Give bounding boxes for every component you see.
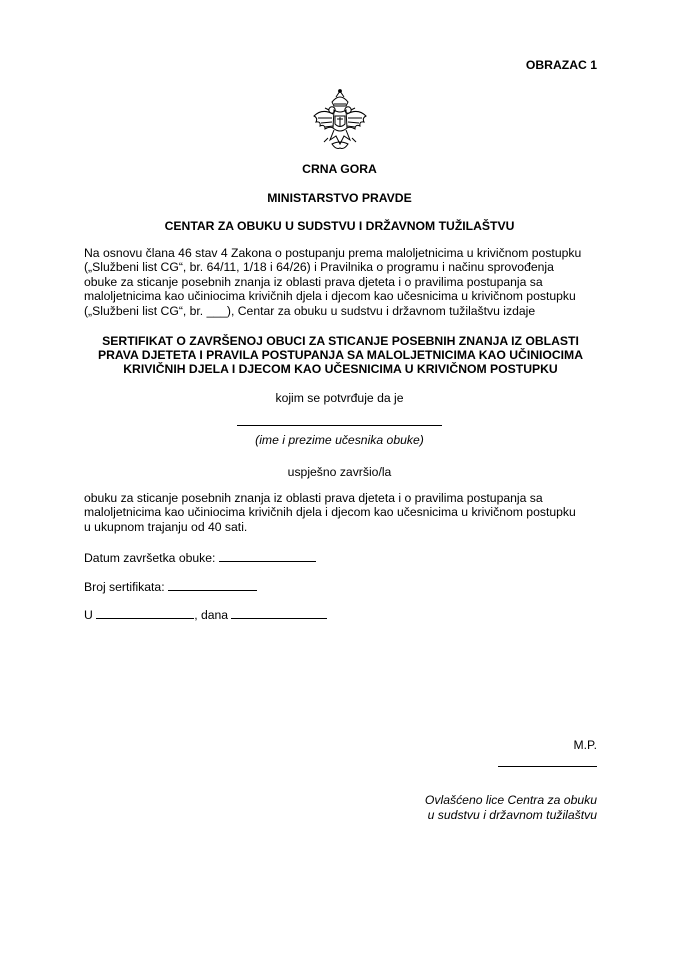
place-prefix: U [84,608,93,622]
signatory-block [425,793,597,822]
coat-of-arms-icon [310,88,370,154]
participant-name-line[interactable] [0,413,679,429]
body-line: u ukupnom trajanju od 40 sati. [84,519,248,534]
cert-number-field [84,580,257,594]
form-number-label: OBRAZAC 1 [525,58,597,72]
ministry-heading: MINISTARSTVO PRAVDE [267,191,412,205]
certificate-title-line: PRAVA DJETETA I PRAVILA POSTUPANJA SA MALOLJETNICIMA KAO UČINIOCIMA [97,348,584,363]
certificate-title [84,334,597,377]
completed-text: uspješno završio/la [287,465,392,479]
cert-number-label: Broj sertifikata: [84,580,165,594]
body-paragraph [84,491,597,534]
confirms-text: kojim se potvrđuje da je [275,391,404,405]
country-heading: CRNA GORA [302,162,377,176]
signatory-line: Ovlašćeno lice Centra za obuku [424,793,597,807]
intro-line: Na osnovu člana 46 stav 4 Zakona o postupanju prema maloljetnicima u krivičnom postupku [84,246,582,260]
end-date-blank[interactable] [219,551,316,562]
cert-number-blank[interactable] [168,580,257,591]
signatory-line: u sudstvu i državnom tužilaštvu [427,807,597,822]
date-blank[interactable] [231,608,327,619]
end-date-field [84,551,316,565]
intro-line: („Službeni list CG“, br. 64/11, 1/18 i 64/26) i Pravilnika o programu i načinu sprovođenja [84,260,554,275]
body-line: obuku za sticanje posebnih znanja iz oblasti prava djeteta i o pravilima postupanja sa [84,491,543,505]
stamp-label: M.P. [573,738,597,752]
date-label: , dana [194,608,229,622]
signature-line[interactable] [498,766,597,767]
intro-paragraph [84,246,597,318]
certificate-title-line: KRIVIČNIH DJELA I DJECOM KAO UČESNICIMA U KRIVIČNOM POSTUPKU [123,362,558,377]
place-date-field [84,608,327,622]
body-line: maloljetnicima kao učiniocima krivičnih djela i djecom kao učesnicima u krivičnom postupku [84,505,576,520]
place-blank[interactable] [96,608,194,619]
certificate-title-line: SERTIFIKAT O ZAVRŠENOJ OBUCI ZA STICANJE POSEBNIH ZNANJA IZ OBLASTI [102,334,579,348]
intro-line: obuke za sticanje posebnih znanja iz oblasti prava djeteta i o pravilima postupanja sa [84,274,543,289]
participant-name-caption: (ime i prezime učesnika obuke) [255,433,424,447]
intro-line: („Službeni list CG“, br. ___), Centar za obuku u sudstvu i državnom tužilaštvu izdaje [84,303,536,318]
end-date-label: Datum završetka obuke: [84,551,216,565]
center-heading: CENTAR ZA OBUKU U SUDSTVU I DRŽAVNOM TUŽILAŠTVU [164,219,515,233]
intro-line: maloljetnicima kao učiniocima krivičnih djela i djecom kao učesnicima u krivičnom postupku [84,289,576,304]
